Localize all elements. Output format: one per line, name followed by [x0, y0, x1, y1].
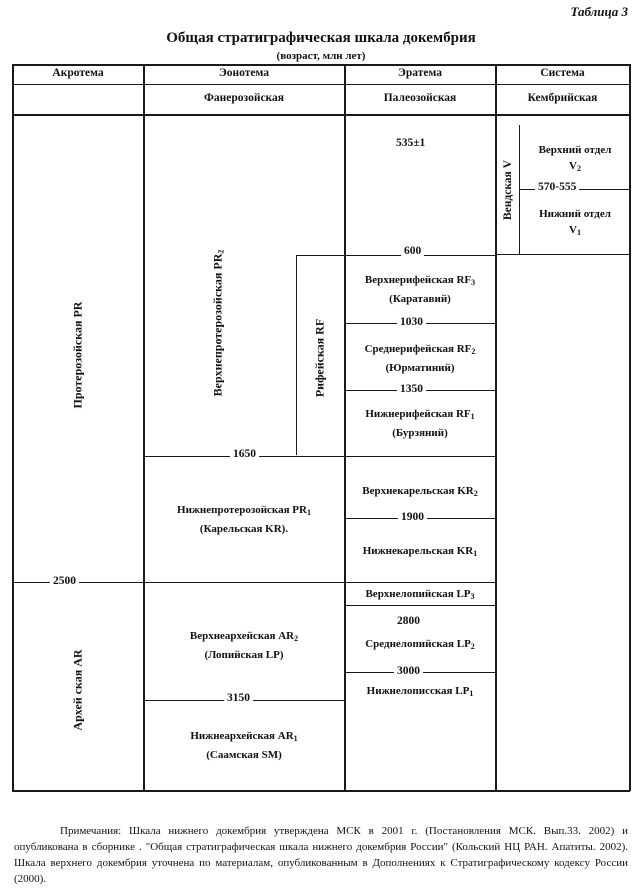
kr2-cell: Верхнекарельская $KR_2$ [362, 485, 478, 498]
header-akrotema: Акротема [52, 67, 104, 79]
age-600: 600 [401, 245, 424, 257]
age-1030: 1030 [397, 316, 426, 328]
rf3-cell: Верхнерифейская $RF_3$ (Каратавий) [364, 274, 476, 305]
archean-label: Архей ская AR [70, 649, 85, 731]
vendian-lower-cell: Нижний отдел $V_1$ [539, 208, 611, 237]
age-1900: 1900 [398, 511, 427, 523]
age-3000: 3000 [394, 665, 423, 677]
kr1-cell: Нижнекарельская $KR_1$ [362, 545, 478, 558]
upper-proterozoic-label: Верхнепротерозойская $PR_2$ [210, 249, 226, 397]
upper-archean-cell: Верхнеархейская $AR_2$ (Лопийская LP) [189, 630, 299, 661]
footnote: Примечания: Шкала нижнего докембрия утверждена МСК в 2001 г. (Постановления МСК. Вып.33. 2002) и опубликована в сборнике . "Общая стратиграфическая шкала нижнего докембрия России" (Кольский НЦ РАН. Апатиты. 2002). Шкала верхнего докембрия уточнена по материалам, опубликованным в Дополнениях к Стратиграфическому кодексу России (2000). [14, 825, 628, 885]
age-1650: 1650 [230, 448, 259, 460]
age-535: 535±1 [393, 137, 428, 149]
table-caption: Таблица 3 [570, 4, 628, 19]
header-cambrian: Кембрийская [527, 92, 598, 104]
lower-proterozoic-cell: Нижнепротерозойская $PR_1$ (Карельская KR). [177, 504, 311, 535]
age-570-555: 570-555 [535, 181, 579, 193]
table-title: Общая стратиграфическая шкала докембрия [166, 30, 476, 46]
lp3-cell: Верхнелопийская $LP_3$ [365, 588, 475, 601]
age-2800: 2800 [394, 615, 423, 627]
header-eonotema: Эонотема [218, 67, 270, 79]
age-3150: 3150 [224, 692, 253, 704]
header-phanerozoic: Фанерозойская [204, 92, 284, 104]
header-sistema: Система [540, 67, 585, 79]
rf2-cell: Среднерифейская $RF_2$ (Юрматиний) [364, 343, 476, 374]
age-1350: 1350 [397, 383, 426, 395]
header-eratema: Эратема [398, 67, 442, 79]
vendian-upper-cell: Верхний отдел $V_2$ [538, 144, 612, 173]
rf1-cell: Нижнерифейская $RF_1$ (Бурзяний) [365, 408, 475, 439]
vendian-label: Вендская V [502, 160, 514, 220]
lp1-cell: Нижнелописская $LP_1$ [366, 685, 474, 698]
table-subtitle: (возраст, млн лет) [276, 50, 366, 62]
lp2-cell: Среднелопийская $LP_2$ [365, 638, 475, 651]
proterozoic-label: Протерозойская PR [70, 301, 85, 409]
lower-archean-cell: Нижнеархейская $AR_1$ (Саамская SM) [190, 730, 298, 761]
riphean-label: Рифейская RF [312, 318, 327, 398]
age-2500: 2500 [50, 575, 79, 587]
header-paleozoic: Палеозойская [383, 92, 457, 104]
